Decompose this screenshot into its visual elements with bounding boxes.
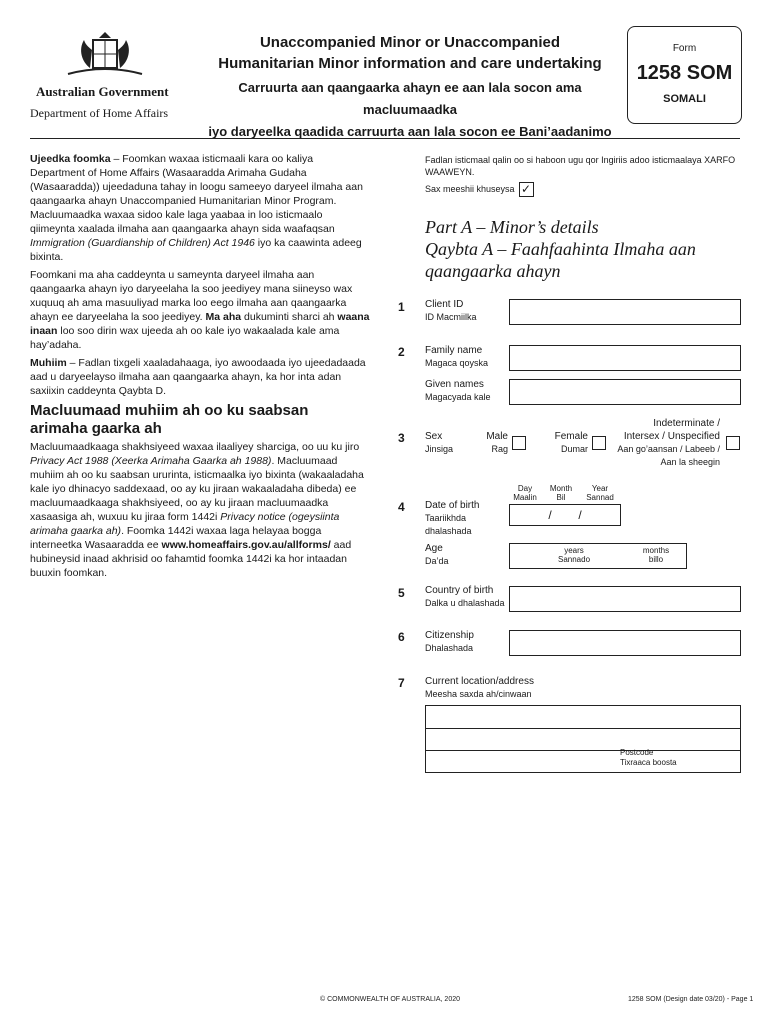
form-number: 1258 SOM — [636, 62, 733, 84]
dob-field[interactable]: / / — [509, 504, 621, 526]
family-name-field[interactable] — [509, 345, 741, 371]
family-name-label: Family name Magaca qoyska — [425, 345, 489, 368]
question-number: 1 — [398, 300, 405, 314]
tick-sample-icon: ✓ — [519, 182, 534, 197]
instruction-text: Fadlan isticmaal qalin oo si haboon ugu qor Ingiriis adoo isticmaalaya XARFO WAAWEYN. — [425, 155, 736, 177]
privacy-section — [30, 440, 370, 584]
client-id-field[interactable] — [509, 299, 741, 325]
male-label: Male Rag — [486, 431, 508, 454]
privacy-paragraph: Macluumaadkaaga shakhsiyeed waxaa ilaaliyey sharciga, oo uu ku jiro Privacy Act 1988 (Xeerka Arimaha Gaarka ah 1988). Macluumaad muhiim ah oo ku saabsan ururinta, isticmaalka iyo bixinta (wakaaladaha kale iyo dhinacyo saddexaad, oo ay ku jiraan wakaaladaha dibeda) ee macluumaadkaaga shakhsiyeed, oo ay ku jiraan macluumaadka xasaasiga ah, wuxuu ku jiraa form 1442i Privacy notice (ogeysiinta arimaha gaarka ah). Foomka 1442i waxaa laga helayaa bogga interneetka Wasaaradda ee www.homeaffairs.gov.au/allforms/ aad hubineysid inaad akhrisid oo fahamtid foomka 1442i ka hor intaadan buuxin foomkan. — [30, 441, 364, 579]
male-checkbox[interactable] — [512, 436, 526, 450]
form-title — [200, 32, 620, 74]
header-divider — [30, 138, 740, 139]
female-label: Female Dumar — [554, 431, 588, 454]
title-somali-line-2: iyo daryeelka qaadida carruurta aan lala socon ee Bani’aadanimo — [208, 124, 612, 139]
years-unit: years Sannado — [557, 546, 591, 564]
government-name: Australian Government — [36, 84, 169, 99]
day-header: Day Maalin — [513, 484, 537, 502]
address-label: Current location/address Meesha saxda ah/cinwaan — [425, 676, 534, 699]
address-field[interactable] — [425, 705, 741, 773]
form-label: Form — [672, 43, 697, 54]
dob-label: Date of birth Taariikhda dhalashada — [425, 500, 480, 536]
question-number: 3 — [398, 431, 405, 445]
privacy-heading: Macluumaad muhiim ah oo ku saabsan arimaha gaarka ah — [30, 402, 309, 437]
question-number: 6 — [398, 630, 405, 644]
page-footer: 1258 SOM (Design date 03/20) - Page 1 — [628, 996, 754, 1003]
indeterminate-label: Indeterminate / Intersex / Unspecified Aan go’aansan / Labeeb / Aan la sheegin — [617, 418, 720, 467]
question-number: 4 — [398, 500, 405, 514]
part-a-title: Part A – Minor’s details — [425, 217, 599, 237]
allforms-link[interactable]: www.homeaffairs.gov.au/allforms/ — [161, 539, 331, 551]
tick-instruction: Sax meeshii khuseysa ✓ — [425, 182, 745, 197]
postcode-label: Postcode Tixraaca boosta — [620, 748, 677, 767]
client-id-label: Client ID ID Macmiilka — [425, 299, 477, 322]
question-number: 7 — [398, 676, 405, 690]
citizenship-label: Citizenship Dhalashada — [425, 630, 474, 653]
age-label: Age Da’da — [425, 543, 449, 566]
department-name: Department of Home Affairs — [30, 106, 169, 120]
month-header: Month Bil — [549, 484, 573, 502]
instruction-note — [425, 154, 745, 197]
title-line-1: Unaccompanied Minor or Unaccompanied — [259, 34, 561, 51]
question-number: 2 — [398, 345, 405, 359]
months-unit: months billo — [642, 546, 670, 564]
indeterminate-checkbox[interactable] — [726, 436, 740, 450]
title-somali-line-1: Carruurta aan qaangaarka ahayn ee aan lala socon ama macluumaadka — [238, 80, 582, 117]
purpose-paragraph: Ujeedka foomka – Foomkan waxaa isticmaali kara oo kaliya Department of Home Affairs (Wasaaradda Arimaha Gudaha (Wasaaradda)) ujeedaduna tahay in loogu sameeyo daryeel ilmaha aan qaangaarka ahayn Unaccompanied Humanitarian Minor Program. Macluumaadka waxaa sidoo kale laga yaabaa in loo isticmaalo qiimeynta xaalada ilmaha aan qaangaarka ahayn sida waafaqsan Immigration (Guardianship of Children) Act 1946 iyo ka caawinta adeeg bixinta. — [30, 153, 363, 263]
form-language: SOMALI — [663, 93, 706, 105]
important-paragraph: Muhiim – Fadlan tixgeli xaaladahaaga, iyo awoodaada iyo ujeedadaada aad u daryeelayso ilmaha aan qaangaarka ahayn, ka hor inta adan saxiixin caddeynta Qaybta D. — [30, 357, 366, 397]
form-number-box — [627, 26, 742, 124]
coat-of-arms-logo — [60, 28, 150, 80]
country-of-birth-field[interactable] — [509, 586, 741, 612]
year-header: Year Sannad — [586, 484, 614, 502]
question-number: 5 — [398, 586, 405, 600]
form-title-somali — [200, 77, 620, 143]
title-line-2: Humanitarian Minor information and care undertaking — [218, 55, 602, 72]
sex-label: Sex Jinsiga — [425, 431, 454, 454]
female-checkbox[interactable] — [592, 436, 606, 450]
part-a-heading — [425, 216, 745, 282]
citizenship-field[interactable] — [509, 630, 741, 656]
disclaimer-paragraph: Foomkani ma aha caddeynta u sameynta daryeel ilmaha aan qaangaarka ahayn iyo daryeelaha la soo jeediyey mana siineyso wax xuquuq ah ama masuuliyad marka loo eego ilmaha aan qaangaarka ahayn ee daryeelaha la soo jeediyey. Ma aha dukuminti sharci ah waana inaan loo soo dirin wax ujeeda ah oo kale iyo wakaalada kale ama hay’adaha. — [30, 269, 370, 351]
intro-section — [30, 152, 370, 402]
country-of-birth-label: Country of birth Dalka u dhalashada — [425, 585, 505, 608]
given-names-label: Given names Magacyada kale — [425, 379, 491, 402]
given-names-field[interactable] — [509, 379, 741, 405]
part-a-title-somali: Qaybta A – Faahfaahinta Ilmaha aan qaangaarka ahayn — [425, 239, 696, 281]
copyright-notice: © COMMONWEALTH OF AUSTRALIA, 2020 — [320, 996, 460, 1003]
